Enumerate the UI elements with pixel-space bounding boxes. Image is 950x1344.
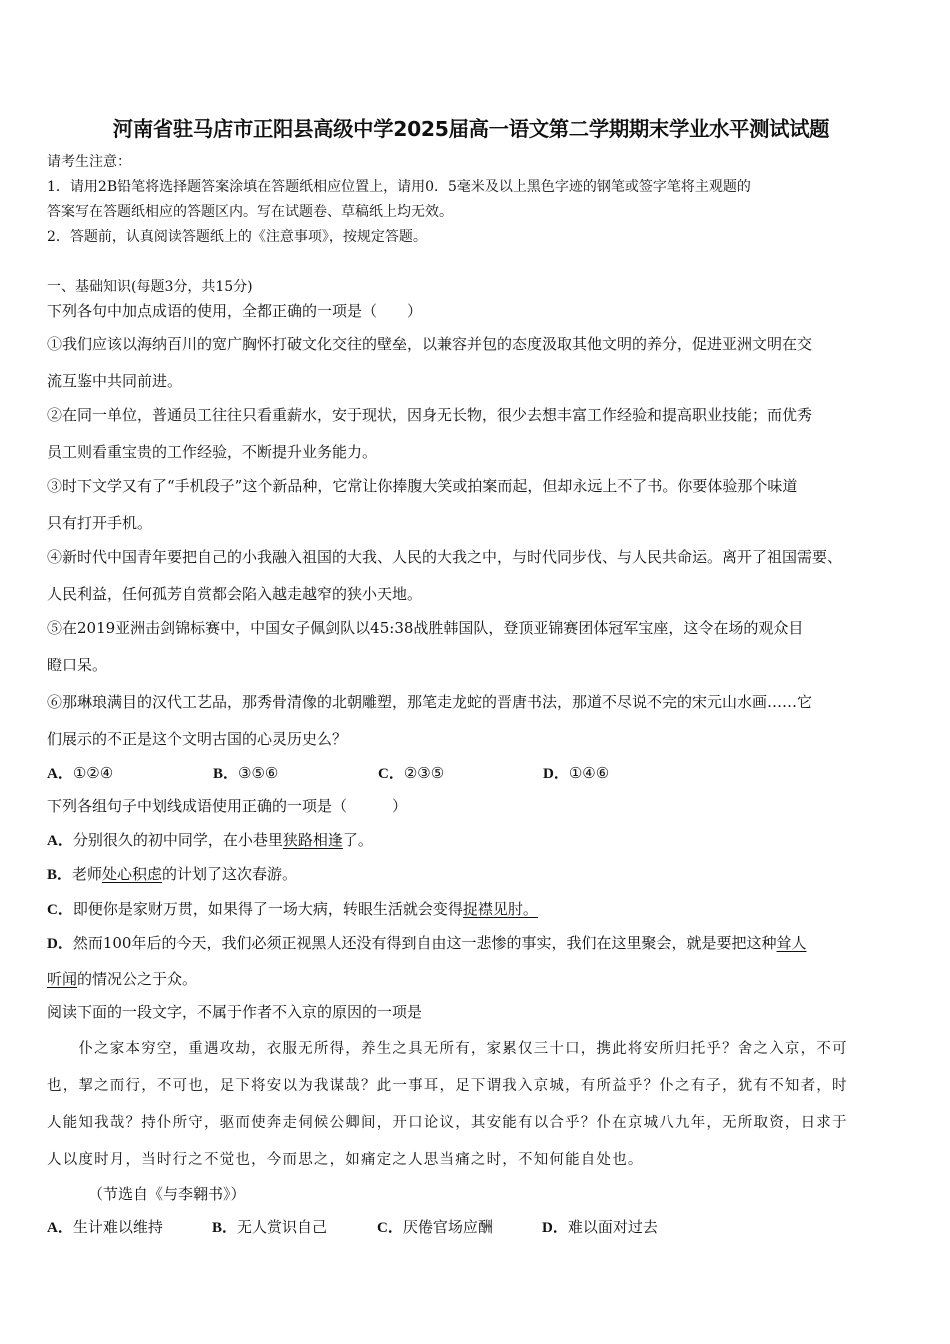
page-title: 河南省驻马店市正阳县高级中学2025届高一语文第二学期期末学业水平测试试题 bbox=[112, 117, 830, 141]
underlined-idiom: 狭路相逢 bbox=[282, 831, 343, 849]
question-3-option-d[interactable]: D．难以面对过去 bbox=[542, 1218, 658, 1236]
question-1-line: ④新时代中国青年要把自己的小我融入祖国的大我、人民的大我之中，与时代同步伐、与人民共命运。离开了祖国需要、 bbox=[47, 548, 843, 566]
question-2-option-d[interactable]: D．然而100年后的今天，我们必须正视黑人还没有得到自由这一悲惨的事实，我们在这里聚会，就是要把这种耸人 bbox=[47, 934, 807, 952]
underlined-idiom: 耸人 bbox=[776, 934, 807, 952]
notice-item-1-line-2: 答案写在答题纸相应的答题区内。写在试题卷、草稿纸上均无效。 bbox=[47, 204, 453, 220]
question-1-line: ⑤在2019亚洲击剑锦标赛中，中国女子佩剑队以45:38战胜韩国队，登顶亚锦赛团体冠军宝座，这令在场的观众目 bbox=[47, 619, 804, 637]
passage-line: 人以度时月，当时行之不觉也，今而思之，如痛定之人思当痛之时，不知何能自处也。 bbox=[47, 1152, 644, 1168]
question-1-option-c[interactable]: C．②③⑤ bbox=[378, 764, 445, 782]
underlined-idiom: 处心积虑 bbox=[102, 865, 163, 883]
question-1-line: ③时下文学又有了“手机段子”这个新品种，它常让你捧腹大笑或拍案而起，但却永远上不了书。你要体验那个味道 bbox=[47, 477, 798, 495]
notice-heading: 请考生注意： bbox=[47, 154, 131, 170]
underlined-idiom: 听闻 bbox=[47, 970, 78, 988]
question-1-line: 流互鉴中共同前进。 bbox=[47, 372, 183, 390]
question-1-option-b[interactable]: B．③⑤⑥ bbox=[213, 764, 279, 782]
question-1-line: ①我们应该以海纳百川的宽广胸怀打破文化交往的壁垒，以兼容并包的态度汲取其他文明的养分，促进亚洲文明在交 bbox=[47, 335, 813, 353]
question-1-option-d[interactable]: D．①④⑥ bbox=[543, 764, 610, 782]
question-2-option-d-line-2: 听闻的情况公之于众。 bbox=[47, 970, 198, 988]
passage-line: 也，挈之而行，不可也，足下将安以为我谋哉？此一事耳，足下谓我入京城，有所益乎？仆之有子，犹有不知者，时 bbox=[47, 1078, 848, 1094]
question-3-stem: 阅读下面的一段文字，不属于作者不入京的原因的一项是 bbox=[47, 1003, 423, 1021]
notice-item-1-line-1: 1．请用2B铅笔将选择题答案涂填在答题纸相应位置上，请用0．5毫米及以上黑色字迹的钢笔或签字笔将主观题的 bbox=[47, 179, 751, 195]
passage-line: 人能知我哉？持仆所守，驱而使奔走伺候公卿间，开口论议，其安能有以合乎？仆在京城八九年，无所取资，日求于 bbox=[47, 1115, 848, 1131]
question-3-option-a[interactable]: A．生计难以维持 bbox=[47, 1218, 163, 1236]
question-3-option-c[interactable]: C．厌倦官场应酬 bbox=[377, 1218, 493, 1236]
question-1-line: 只有打开手机。 bbox=[47, 514, 153, 532]
passage-line: 仆之家本穷空，重遇攻劫，衣服无所得，养生之具无所有，家累仅三十口，携此将安所归托乎？舍之入京，不可 bbox=[47, 1041, 848, 1057]
question-1-option-a[interactable]: A．①②④ bbox=[47, 764, 114, 782]
underlined-idiom: 捉襟见肘。 bbox=[462, 900, 538, 918]
question-1-line: 人民利益，任何孤芳自赏都会陷入越走越窄的狭小天地。 bbox=[47, 585, 423, 603]
question-1-line: 们展示的不正是这个文明古国的心灵历史么？ bbox=[47, 730, 348, 748]
question-1-line: 员工则看重宝贵的工作经验，不断提升业务能力。 bbox=[47, 443, 378, 461]
question-2-option-c[interactable]: C．即便你是家财万贯，如果得了一场大病，转眼生活就会变得捉襟见肘。 bbox=[47, 900, 538, 918]
section-heading: 一、基础知识(每题3分，共15分) bbox=[47, 279, 253, 295]
question-1-line: ⑥那琳琅满目的汉代工艺品，那秀骨清像的北朝雕塑，那笔走龙蛇的晋唐书法，那道不尽说不完的宋元山水画……它 bbox=[47, 693, 813, 711]
question-1-line: 瞪口呆。 bbox=[47, 656, 108, 674]
question-2-stem: 下列各组句子中划线成语使用正确的一项是（ ） bbox=[47, 797, 408, 815]
question-2-option-a[interactable]: A．分别很久的初中同学，在小巷里狭路相逢了。 bbox=[47, 831, 373, 849]
notice-item-2: 2．答题前，认真阅读答题纸上的《注意事项》，按规定答题。 bbox=[47, 229, 427, 245]
question-3-option-b[interactable]: B．无人赏识自己 bbox=[212, 1218, 328, 1236]
passage-source: （节选自《与李翱书》） bbox=[88, 1185, 246, 1203]
question-2-option-b[interactable]: B．老师处心积虑的计划了这次春游。 bbox=[47, 865, 298, 883]
question-1-line: ②在同一单位，普通员工往往只看重薪水，安于现状，因身无长物，很少去想丰富工作经验和提高职业技能；而优秀 bbox=[47, 406, 813, 424]
question-1-stem: 下列各句中加点成语的使用，全都正确的一项是（ ） bbox=[47, 302, 423, 320]
